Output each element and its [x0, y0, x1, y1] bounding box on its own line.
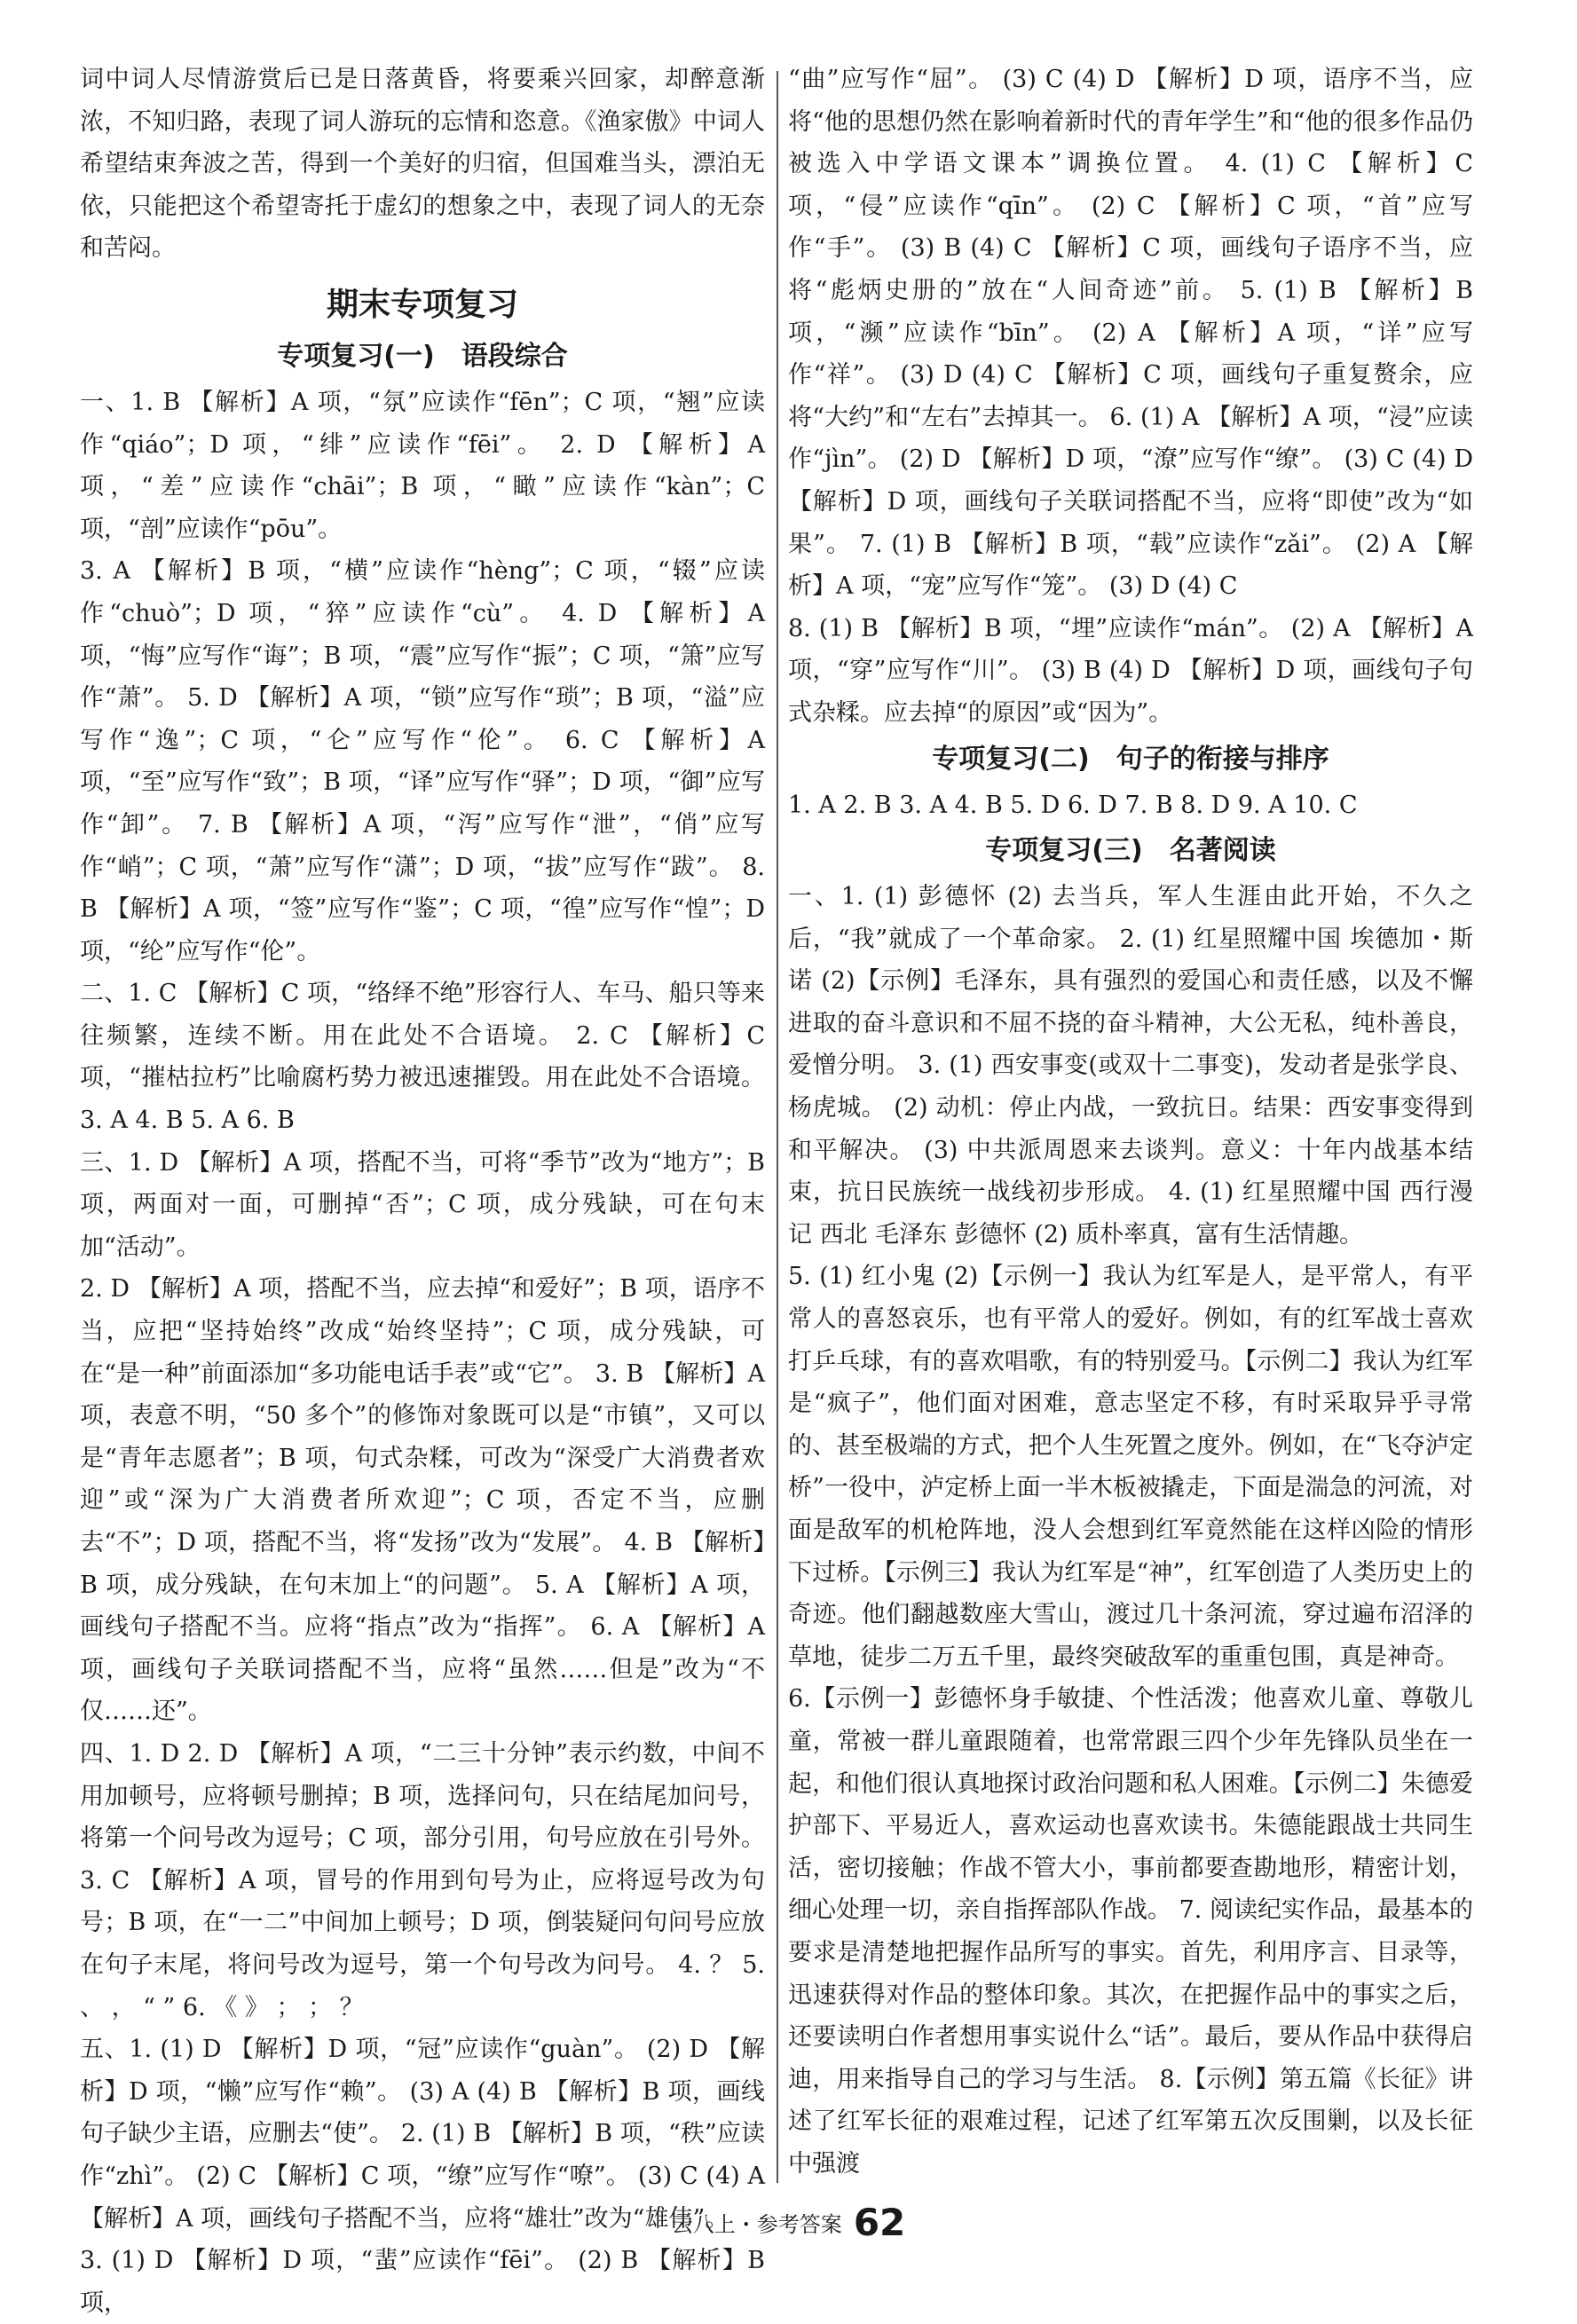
main-heading: 期末专项复习	[326, 286, 518, 323]
section1-part5b: 3. (1) D 【解析】D 项，“蜚”应读作“fēi”。 (2) B 【解析】B 项，	[80, 2247, 765, 2317]
right-column	[788, 59, 1473, 2178]
right-para2: 8. (1) B 【解析】B 项，“埋”应读作“mán”。 (2) A 【解析】A 项，“穿”应写作“川”。 (3) B (4) D 【解析】D 项，画线句子句式杂糅。应去掉“的原因”或“因为”。	[788, 614, 1473, 727]
right-para1: “曲”应写作“屈”。 (3) C (4) D 【解析】D 项，语序不当，应将“他的思想仍然在影响着新时代的青年学生”和“他的很多作品仍被选入中学语文课本”调换位置。 4. (1) C 【解析】C 项，“侵”应读作“qīn”。 (2) C 【解析】C 项，“首”应写作“手”。 (3) B (4) C 【解析】C 项，画线句子语序不当，应将“彪炳史册的”放在“人间奇迹”前。 5. (1) B 【解析】B 项，“濒”应读作“bīn”。 (2) A 【解析】A 项，“详”应写作“祥”。 (3) D (4) C 【解析】C 项，画线句子重复赘余，应将“大约”和“左右”去掉其一。 6. (1) A 【解析】A 项，“浸”应读作“jìn”。 (2) D 【解析】D 项，“潦”应写作“缭”。 (3) C (4) D 【解析】D 项，画线句子关联词搭配不当，应将“即使”改为“如果”。 7. (1) B 【解析】B 项，“载”应读作“zǎi”。 (2) A 【解析】A 项，“宠”应写作“笼”。 (3) D (4) C	[788, 66, 1473, 601]
page-footer	[0, 2201, 1577, 2244]
section1-part3b: 2. D 【解析】A 项，搭配不当，应去掉“和爱好”；B 项，语序不当，应把“坚持始终”改成“始终坚持”；C 项，成分残缺，可在“是一种”前面添加“多功能电话手表”或“它”。 3. B 【解析】A 项，表意不明，“50 多个”的修饰对象既可以是“市镇”，又可以是“青年志愿者”；B 项，句式杂糅，可改为“深受广大消费者欢迎”或“深为广大消费者所欢迎”；C 项，否定不当，应删去“不”；D 项，搭配不当，将“发扬”改为“发展”。 4. B 【解析】B 项，成分残缺，在句末加上“的问题”。 5. A 【解析】A 项，画线句子搭配不当。应将“指点”改为“指挥”。 6. A 【解析】A 项，画线句子关联词搭配不当，应将“虽然……但是”改为“不仅……还”。	[80, 1275, 765, 1726]
section3-heading: 专项复习(三) 名著阅读	[985, 835, 1276, 867]
section3-para3: 6.【示例一】彭德怀身手敏捷、个性活泼；他喜欢儿童、尊敬儿童，常被一群儿童跟随着，也常常跟三四个少年先锋队员坐在一起，和他们很认真地探讨政治问题和私人困难。【示例二】朱德爱护部下、平易近人，喜欢运动也喜欢读书。朱德能跟战士共同生活，密切接触；作战不管大小，事前都要查勘地形，精密计划，细心处理一切，亲自指挥部队作战。 7. 阅读纪实作品，最基本的要求是清楚地把握作品所写的事实。首先，利用序言、目录等，迅速获得对作品的整体印象。其次，在把握作品中的事实之后，还要读明白作者想用事实说什么“话”。最后，要从作品中获得启迪，用来指导自己的学习与生活。 8.【示例】第五篇《长征》讲述了红军长征的艰难过程，记述了红军第五次反围剿，以及长征中强渡	[788, 1685, 1473, 2178]
section2-heading: 专项复习(二) 句子的衔接与排序	[932, 743, 1329, 775]
section1-heading: 专项复习(一) 语段综合	[277, 340, 568, 372]
column-divider	[777, 71, 778, 2183]
section1-part1b: 3. A 【解析】B 项，“横”应读作“hèng”；C 项，“辍”应读作“chuò”；D 项，“猝”应读作“cù”。 4. D 【解析】A 项，“悔”应写作“诲”；B 项，“震”应写作“振”；C 项，“箫”应写作“萧”。 5. D 【解析】A 项，“锁”应写作“琐”；B 项，“溢”应写作“逸”；C 项，“仑”应写作“伦”。 6. C 【解析】A 项，“至”应写作“致”；B 项，“译”应写作“驿”；D 项，“御”应写作“卸”。 7. B 【解析】A 项，“泻”应写作“泄”，“俏”应写作“峭”；C 项，“萧”应写作“潇”；D 项，“拔”应写作“跋”。 8. B 【解析】A 项，“签”应写作“鉴”；C 项，“徨”应写作“惶”；D 项，“纶”应写作“伦”。	[80, 557, 765, 965]
intro-paragraph: 词中词人尽情游赏后已是日落黄昏，将要乘兴回家，却醉意渐浓，不知归路，表现了词人游玩的忘情和恣意。《渔家傲》中词人希望结束奔波之苦，得到一个美好的归宿，但国难当头，漂泊无依，只能把这个希望寄托于虚幻的想象之中，表现了词人的无奈和苦闷。	[80, 66, 765, 263]
footer-label: 云八上・参考答案	[671, 2212, 842, 2237]
page-number: 62	[853, 2201, 906, 2244]
section2-answers: 1. A 2. B 3. A 4. B 5. D 6. D 7. B 8. D 9. A 10. C	[788, 791, 1358, 819]
section1-part5: 五、1. (1) D 【解析】D 项，“冠”应读作“guàn”。 (2) D 【解析】D 项，“懒”应写作“赖”。 (3) A (4) B 【解析】B 项，画线句子缺少主语，应删去“使”。 2. (1) B 【解析】B 项，“秩”应读作“zhì”。 (2) C 【解析】C 项，“缭”应写作“嘹”。 (3) C (4) A 【解析】A 项，画线句子搭配不当，应将“雄壮”改为“雄伟”。	[80, 2036, 765, 2233]
section1-part3a: 三、1. D 【解析】A 项，搭配不当，可将“季节”改为“地方”；B 项，两面对一面，可删掉“否”；C 项，成分残缺，可在句末加“活动”。	[80, 1148, 765, 1261]
section3-para2: 5. (1) 红小鬼 (2)【示例一】我认为红军是人，是平常人，有平常人的喜怒哀乐，也有平常人的爱好。例如，有的红军战士喜欢打乒乓球，有的喜欢唱歌，有的特别爱马。【示例二】我认为红军是“疯子”，他们面对困难，意志坚定不移，有时采取异乎寻常的、甚至极端的方式，把个人生死置之度外。例如，在“飞夺泸定桥”一役中，泸定桥上面一半木板被撬走，下面是湍急的河流，对面是敌军的机枪阵地，没人会想到红军竟然能在这样凶险的情形下过桥。【示例三】我认为红军是“神”，红军创造了人类历史上的奇迹。他们翻越数座大雪山，渡过几十条河流，穿过遍布沼泽的草地，徒步二万五千里，最终突破敌军的重重包围，真是神奇。	[788, 1263, 1473, 1671]
section1-part2: 二、1. C 【解析】C 项，“络绎不绝”形容行人、车马、船只等来往频繁，连续不断。用在此处不合语境。 2. C 【解析】C 项，“摧枯拉朽”比喻腐朽势力被迅速摧毁。用在此处不合语境。 3. A 4. B 5. A 6. B	[80, 980, 765, 1135]
section3-para1: 一、1. (1) 彭德怀 (2) 去当兵，军人生涯由此开始，不久之后，“我”就成了一个革命家。 2. (1) 红星照耀中国 埃德加・斯诺 (2)【示例】毛泽东，具有强烈的爱国心和责任感，以及不懈进取的奋斗意识和不屈不挠的奋斗精神，大公无私，纯朴善良，爱憎分明。 3. (1) 西安事变(或双十二事变)，发动者是张学良、杨虎城。 (2) 动机：停止内战，一致抗日。结果：西安事变得到和平解决。 (3) 中共派周恩来去谈判。意义：十年内战基本结束，抗日民族统一战线初步形成。 4. (1) 红星照耀中国 西行漫记 西北 毛泽东 彭德怀 (2) 质朴率真，富有生活情趣。	[788, 883, 1473, 1249]
section1-part1: 一、1. B 【解析】A 项，“氛”应读作“fēn”；C 项，“翘”应读作“qiáo”；D 项，“绯”应读作“fēi”。 2. D 【解析】A 项，“差”应读作“chāi”；B 项，“瞰”应读作“kàn”；C 项，“剖”应读作“pōu”。	[80, 388, 765, 543]
section1-part4: 四、1. D 2. D 【解析】A 项，“二三十分钟”表示约数，中间不用加顿号，应将顿号删掉；B 项，选择问句，只在结尾加问号，将第一个问号改为逗号；C 项，部分引用，句号应放在引号外。 3. C 【解析】A 项，冒号的作用到句号为止，应将逗号改为句号；B 项，在“一二”中间加上顿号；D 项，倒装疑问句问号应放在句子末尾，将问号改为逗号，第一个句号改为问号。 4. ？ 5. 、 ， “ ” 6. 《 》 ； ； ？	[80, 1739, 765, 2021]
